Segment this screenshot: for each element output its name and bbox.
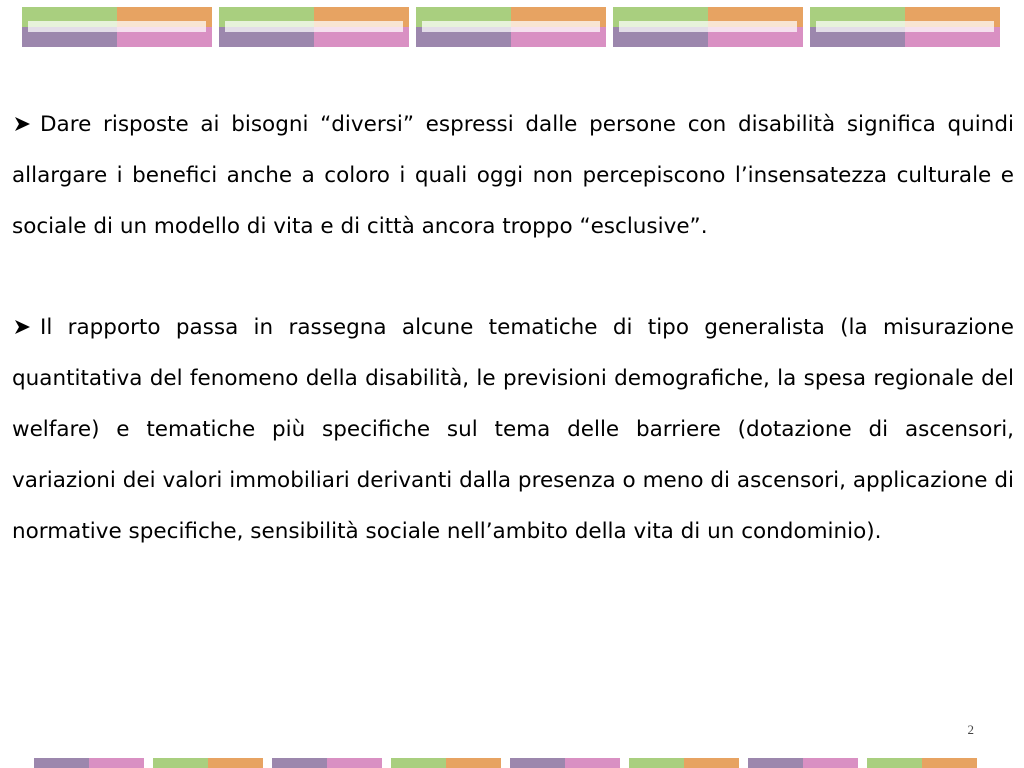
decorative-block: [867, 758, 977, 768]
decorative-block: [34, 758, 144, 768]
top-decorative-band: [22, 7, 1000, 47]
decorative-block: [748, 758, 858, 768]
bullet-paragraph: [12, 302, 1014, 557]
decorative-block: [272, 758, 382, 768]
paragraph-text: Il rapporto passa in rassegna alcune tematiche di tipo generalista (la misurazione quantitativa del fenomeno della disabilità, le previsioni demografiche, la spesa regionale del welfare) e tematiche più specifiche sul tema delle barriere (dotazione di ascensori, variazioni dei valori immobiliari derivanti dalla presenza o meno di ascensori, applicazione di normative specifiche, sensibilità sociale nell’ambito della vita di un condominio).: [12, 315, 1014, 544]
decorative-block: [613, 7, 803, 47]
decorative-block: [219, 7, 409, 47]
slide-body: [12, 99, 1014, 607]
decorative-block: [416, 7, 606, 47]
decorative-block: [810, 7, 1000, 47]
paragraph-text: Dare risposte ai bisogni “diversi” espressi dalle persone con disabilità significa quindi allargare i benefici anche a coloro i quali oggi non percepiscono l’insensatezza culturale e sociale di un modello di vita e di città ancora troppo “esclusive”.: [12, 112, 1014, 239]
decorative-block: [391, 758, 501, 768]
bullet-paragraph: [12, 99, 1014, 252]
arrowhead-bullet-icon: [14, 302, 40, 353]
bottom-decorative-band: [34, 758, 994, 768]
decorative-block: [153, 758, 263, 768]
decorative-block: [510, 758, 620, 768]
decorative-block: [22, 7, 212, 47]
arrowhead-bullet-icon: [14, 99, 40, 150]
decorative-block: [629, 758, 739, 768]
page-number: 2: [967, 722, 974, 737]
